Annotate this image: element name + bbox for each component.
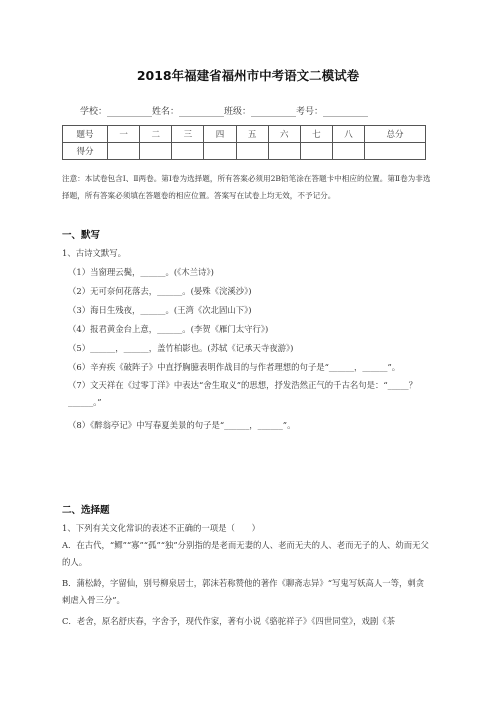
option-b: B．蒲松龄，字留仙，别号柳泉居士，郭沫若称赞他的著作《聊斋志异》“写鬼写妖高人一等，刺贪刺虐入骨三分”。 <box>62 578 425 605</box>
score-table <box>62 125 426 160</box>
table-cell: 二 <box>140 126 172 143</box>
question-text: 1、下列有关文化常识的表述不正确的一项是（ ） <box>62 523 260 533</box>
section-heading: 二、选择题 <box>62 505 110 516</box>
score-cell <box>140 143 172 160</box>
score-cell <box>204 143 236 160</box>
question-item: （7）文天祥在《过零丁洋》中表达“舍生取义”的思想，抒发浩然正气的千古名句是：“_____？______。” <box>68 380 417 407</box>
score-cell <box>236 143 268 160</box>
score-cell <box>172 143 204 160</box>
score-cell <box>300 143 332 160</box>
section-heading: 一、默写 <box>62 230 101 241</box>
table-cell: 三 <box>172 126 204 143</box>
student-info-line: 学校：__________姓名：__________班级：__________考号：__________ <box>80 107 369 117</box>
question-item: （4）报君黄金台上意，______。(李贺《雁门太守行》) <box>68 324 269 334</box>
score-cell <box>332 143 364 160</box>
question-text: 1、古诗文默写。 <box>62 248 126 258</box>
table-cell: 六 <box>268 126 300 143</box>
table-score-row <box>63 143 426 160</box>
option-a: A．在古代，“鳏”“寡”“孤”“独”分别指的是老而无妻的人、老而无夫的人、老而无子的人、幼而无父的人。 <box>62 540 429 567</box>
question-item: （5）______，______，盖竹柏影也。(苏轼《记承天寺夜游》) <box>68 343 294 353</box>
question-item: （3）海日生残夜，______。(王湾《次北固山下》) <box>68 305 252 315</box>
question-item: （2）无可奈何花落去，______。(晏殊《浣溪沙》) <box>68 286 252 296</box>
question-item: （1）当窗理云鬓，______。(《木兰诗》) <box>68 267 214 277</box>
table-header-row <box>63 126 426 143</box>
table-cell: 一 <box>108 126 140 143</box>
question-item: （6）辛弃疾《破阵子》中直抒胸臆表明作战目的与作者理想的句子是“______，______”。 <box>68 362 401 372</box>
score-cell <box>108 143 140 160</box>
question-item: （8）《醉翁亭记》中写春夏美景的句子是“______，______”。 <box>68 420 296 430</box>
table-cell: 五 <box>236 126 268 143</box>
score-cell <box>268 143 300 160</box>
table-cell: 四 <box>204 126 236 143</box>
table-cell: 题号 <box>63 126 108 143</box>
table-cell: 得分 <box>63 143 108 160</box>
option-c: C．老舍，原名舒庆春，字舍予，现代作家，著有小说《骆驼祥子》《四世同堂》，戏剧《茶 <box>62 616 396 626</box>
score-cell <box>365 143 426 160</box>
page-title: 2018年福建省福州市中考语文二模试卷 <box>136 68 360 83</box>
table-cell: 八 <box>332 126 364 143</box>
table-cell: 总分 <box>365 126 426 143</box>
table-cell: 七 <box>300 126 332 143</box>
exam-notice: 注意：本试卷包含Ⅰ、Ⅱ两卷。第Ⅰ卷为选择题，所有答案必须用2B铅笔涂在答题卡中相应的位置。第Ⅱ卷为非选择题，所有答案必须填在答题卷的相应位置。答案写在试卷上均无效，不予记分。 <box>62 174 431 200</box>
